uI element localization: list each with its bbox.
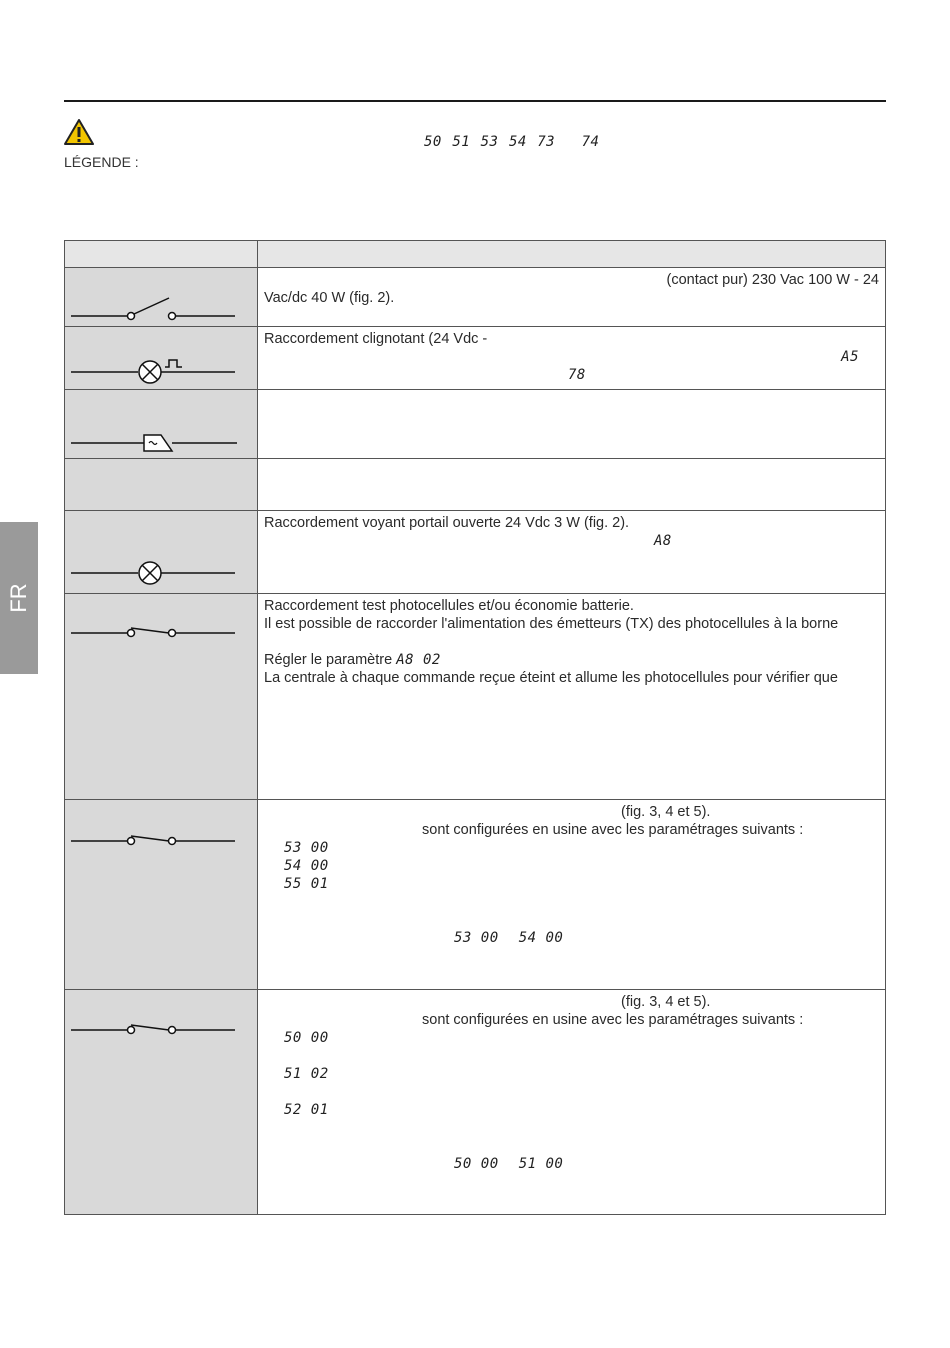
- description-cell: [258, 327, 886, 390]
- row-text: (contact pur) 230 Vac 100 W - 24: [666, 272, 879, 288]
- table-row: [65, 268, 886, 327]
- description-cell: [258, 459, 886, 511]
- param-code: 50: [424, 134, 442, 150]
- param-code: 73: [537, 134, 556, 150]
- table-row: [65, 511, 886, 594]
- header-cell-description: [258, 241, 886, 268]
- description-cell: [258, 800, 886, 990]
- param-code: 50 00: [454, 1156, 499, 1172]
- language-tab-label: FR: [6, 583, 31, 613]
- top-rule: [64, 100, 886, 102]
- warning-icon: [64, 118, 94, 146]
- switch-closed-icon: [65, 594, 257, 654]
- param-code: 51 02: [284, 1066, 329, 1082]
- param-code: A8 02: [396, 652, 441, 668]
- description-cell: [258, 594, 886, 800]
- param-code: 54: [508, 134, 527, 150]
- switch-closed-icon: [65, 800, 257, 860]
- table-row: [65, 990, 886, 1215]
- symbol-cell: [65, 800, 258, 990]
- param-code: 54 00: [284, 858, 329, 874]
- table-row: [65, 459, 886, 511]
- param-code: 54 00: [518, 930, 564, 946]
- row-text: Raccordement test photocellules et/ou économie batterie.: [264, 598, 634, 614]
- flashing-lamp-icon: [65, 327, 257, 389]
- row-text: La centrale à chaque commande reçue éteint et allume les photocellules pour vérifier que: [264, 670, 838, 686]
- table-row: [65, 327, 886, 390]
- lamp-icon: [65, 511, 257, 593]
- row-text: Vac/dc 40 W (fig. 2).: [264, 290, 395, 306]
- symbol-cell: [65, 390, 258, 459]
- electric-lock-icon: [65, 390, 257, 458]
- description-cell: [258, 390, 886, 459]
- symbol-cell: [65, 327, 258, 390]
- param-code: A5: [841, 349, 859, 365]
- row-text: Il est possible de raccorder l'alimentation des émetteurs (TX) des photocellules à la borne: [264, 616, 839, 632]
- table-row: [65, 594, 886, 800]
- header-cell-symbol: [65, 241, 258, 268]
- param-code: 53 00: [284, 840, 329, 856]
- param-code: 55 01: [284, 876, 329, 892]
- row-text: Raccordement voyant portail ouverte 24 Vdc 3 W (fig. 2).: [264, 515, 630, 531]
- param-code: 78: [568, 367, 586, 383]
- description-cell: [258, 511, 886, 594]
- row-text: Régler le paramètre: [264, 652, 393, 668]
- table-row: [65, 800, 886, 990]
- symbol-cell: [65, 268, 258, 327]
- param-code: 52 01: [284, 1102, 329, 1118]
- legend-label: LÉGENDE :: [64, 154, 139, 170]
- param-code: 53 00: [454, 930, 499, 946]
- row-text: (fig. 3, 4 et 5).: [621, 994, 711, 1010]
- row-text: sont configurées en usine avec les paramétrages suivants :: [422, 1012, 804, 1028]
- row-text: sont configurées en usine avec les paramétrages suivants :: [422, 822, 804, 838]
- param-code: 53: [480, 134, 499, 150]
- param-code: 74: [581, 134, 600, 150]
- parameter-codes: [424, 133, 599, 151]
- symbol-cell: [65, 511, 258, 594]
- symbol-cell: [65, 594, 258, 800]
- description-cell: [258, 990, 886, 1215]
- param-code: 51: [452, 134, 471, 150]
- table-header-row: [65, 241, 886, 268]
- table-row: [65, 390, 886, 459]
- param-code: A8: [654, 533, 672, 549]
- connection-table: [64, 240, 886, 1215]
- row-text: (fig. 3, 4 et 5).: [621, 804, 711, 820]
- switch-open-icon: [65, 268, 257, 326]
- symbol-cell: [65, 459, 258, 511]
- language-tab: [0, 522, 38, 674]
- switch-closed-icon: [65, 990, 257, 1050]
- symbol-cell: [65, 990, 258, 1215]
- row-text: Raccordement clignotant (24 Vdc -: [264, 331, 488, 347]
- param-code: 51 00: [518, 1156, 564, 1172]
- param-code: 50 00: [284, 1030, 329, 1046]
- description-cell: [258, 268, 886, 327]
